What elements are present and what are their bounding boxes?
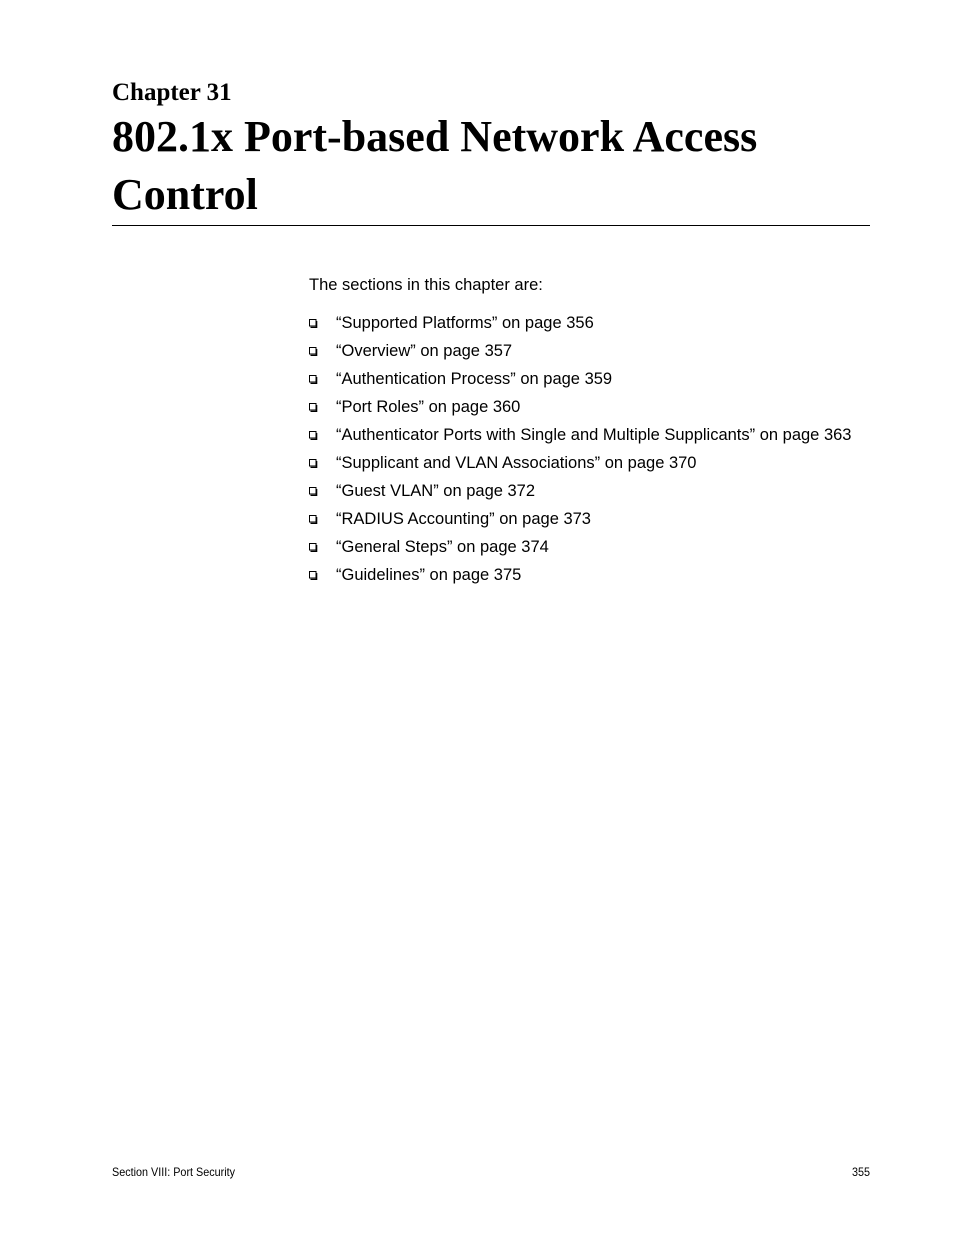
section-link[interactable]: “Authentication Process” on page 359 — [336, 370, 613, 388]
hollow-square-bullet-icon — [309, 543, 318, 552]
hollow-square-bullet-icon — [309, 571, 318, 580]
section-link[interactable]: “Guest VLAN” on page 372 — [336, 482, 536, 500]
section-link[interactable]: “General Steps” on page 374 — [336, 538, 549, 556]
hollow-square-bullet-icon — [309, 319, 318, 328]
chapter-label: Chapter 31 — [112, 79, 232, 106]
title-divider — [112, 225, 870, 226]
intro-text: The sections in this chapter are: — [309, 276, 543, 294]
hollow-square-bullet-icon — [309, 515, 318, 524]
hollow-square-bullet-icon — [309, 375, 318, 384]
section-link[interactable]: “Guidelines” on page 375 — [336, 566, 522, 584]
hollow-square-bullet-icon — [309, 487, 318, 496]
hollow-square-bullet-icon — [309, 431, 318, 440]
section-link[interactable]: “Port Roles” on page 360 — [336, 398, 521, 416]
footer-page-number: 355 — [851, 1165, 870, 1179]
section-link[interactable]: “Authenticator Ports with Single and Multiple Supplicants” on page 363 — [336, 426, 852, 444]
hollow-square-bullet-icon — [309, 403, 318, 412]
hollow-square-bullet-icon — [309, 347, 318, 356]
section-link[interactable]: “Supported Platforms” on page 356 — [336, 314, 594, 332]
footer-section-title: Section VIII: Port Security — [112, 1165, 236, 1179]
section-link[interactable]: “RADIUS Accounting” on page 373 — [336, 510, 591, 528]
section-link[interactable]: “Overview” on page 357 — [336, 342, 513, 360]
hollow-square-bullet-icon — [309, 459, 318, 468]
chapter-title: 802.1x Port-based Network Access Control — [112, 112, 758, 219]
section-link[interactable]: “Supplicant and VLAN Associations” on page 370 — [336, 454, 697, 472]
